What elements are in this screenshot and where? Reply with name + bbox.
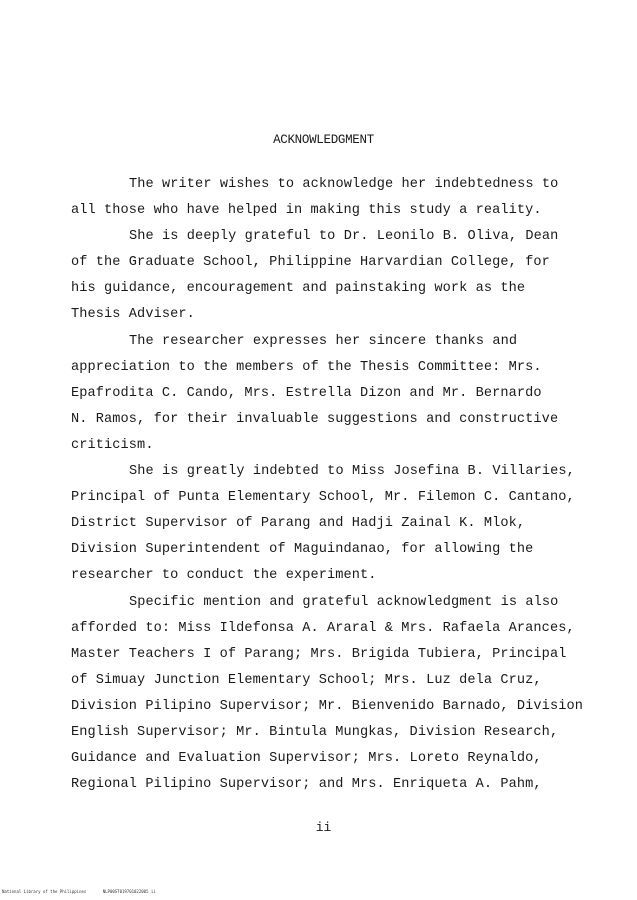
body-line: English Supervisor; Mr. Bintula Mungkas, Division Research, <box>71 724 559 740</box>
page-heading: ACKNOWLEDGMENT <box>273 133 374 147</box>
body-line: Division Superintendent of Maguindanao, for allowing the <box>71 542 534 558</box>
body-line: researcher to conduct the experiment. <box>71 568 377 584</box>
body-line: appreciation to the members of the Thesis Committee: Mrs. <box>71 359 542 375</box>
body-line: The writer wishes to acknowledge her indebtedness to <box>129 177 559 192</box>
body-line: Specific mention and grateful acknowledgment is also <box>129 594 559 610</box>
body-line: She is greatly indebted to Miss Josefina B. Villaries, <box>129 464 575 480</box>
page-number: ii <box>315 820 332 835</box>
body-line: Regional Pilipino Supervisor; and Mrs. Enriqueta A. Pahm, <box>71 777 542 793</box>
body-line: Principal of Punta Elementary School, Mr. Filemon C. Cantano, <box>71 490 575 506</box>
footer-code: NLP00ST019701022005 ii <box>102 889 156 894</box>
body-line: all those who have helped in making this study a reality. <box>71 203 542 219</box>
body-line: of the Graduate School, Philippine Harvardian College, for <box>71 255 550 271</box>
body-line: District Supervisor of Parang and Hadji Zainal K. Mlok, <box>71 516 526 532</box>
archive-footer-stamp <box>2 889 170 894</box>
footer-library-name: National Library of the Philippines <box>2 889 87 894</box>
body-line: The researcher expresses her sincere thanks and <box>129 333 518 349</box>
body-line: of Simuay Junction Elementary School; Mrs. Luz dela Cruz, <box>71 672 542 688</box>
body-line: She is deeply grateful to Dr. Leonilo B. Oliva, Dean <box>129 229 559 245</box>
body-line: N. Ramos, for their invaluable suggestions and constructive <box>71 411 559 427</box>
body-line: afforded to: Miss Ildefonsa A. Araral & Mrs. Rafaela Arances, <box>71 620 575 636</box>
body-line: Master Teachers I of Parang; Mrs. Brigida Tubiera, Principal <box>71 646 567 662</box>
body-line: Thesis Adviser. <box>71 307 195 323</box>
body-line: Epafrodita C. Cando, Mrs. Estrella Dizon and Mr. Bernardo <box>71 385 542 401</box>
body-line: Guidance and Evaluation Supervisor; Mrs. Loreto Reynaldo, <box>71 751 542 767</box>
body-line: Division Pilipino Supervisor; Mr. Bienvenido Barnado, Division <box>71 698 583 714</box>
body-line: his guidance, encouragement and painstaking work as the <box>71 281 526 297</box>
acknowledgment-body <box>71 172 591 798</box>
body-line: criticism. <box>71 437 154 453</box>
